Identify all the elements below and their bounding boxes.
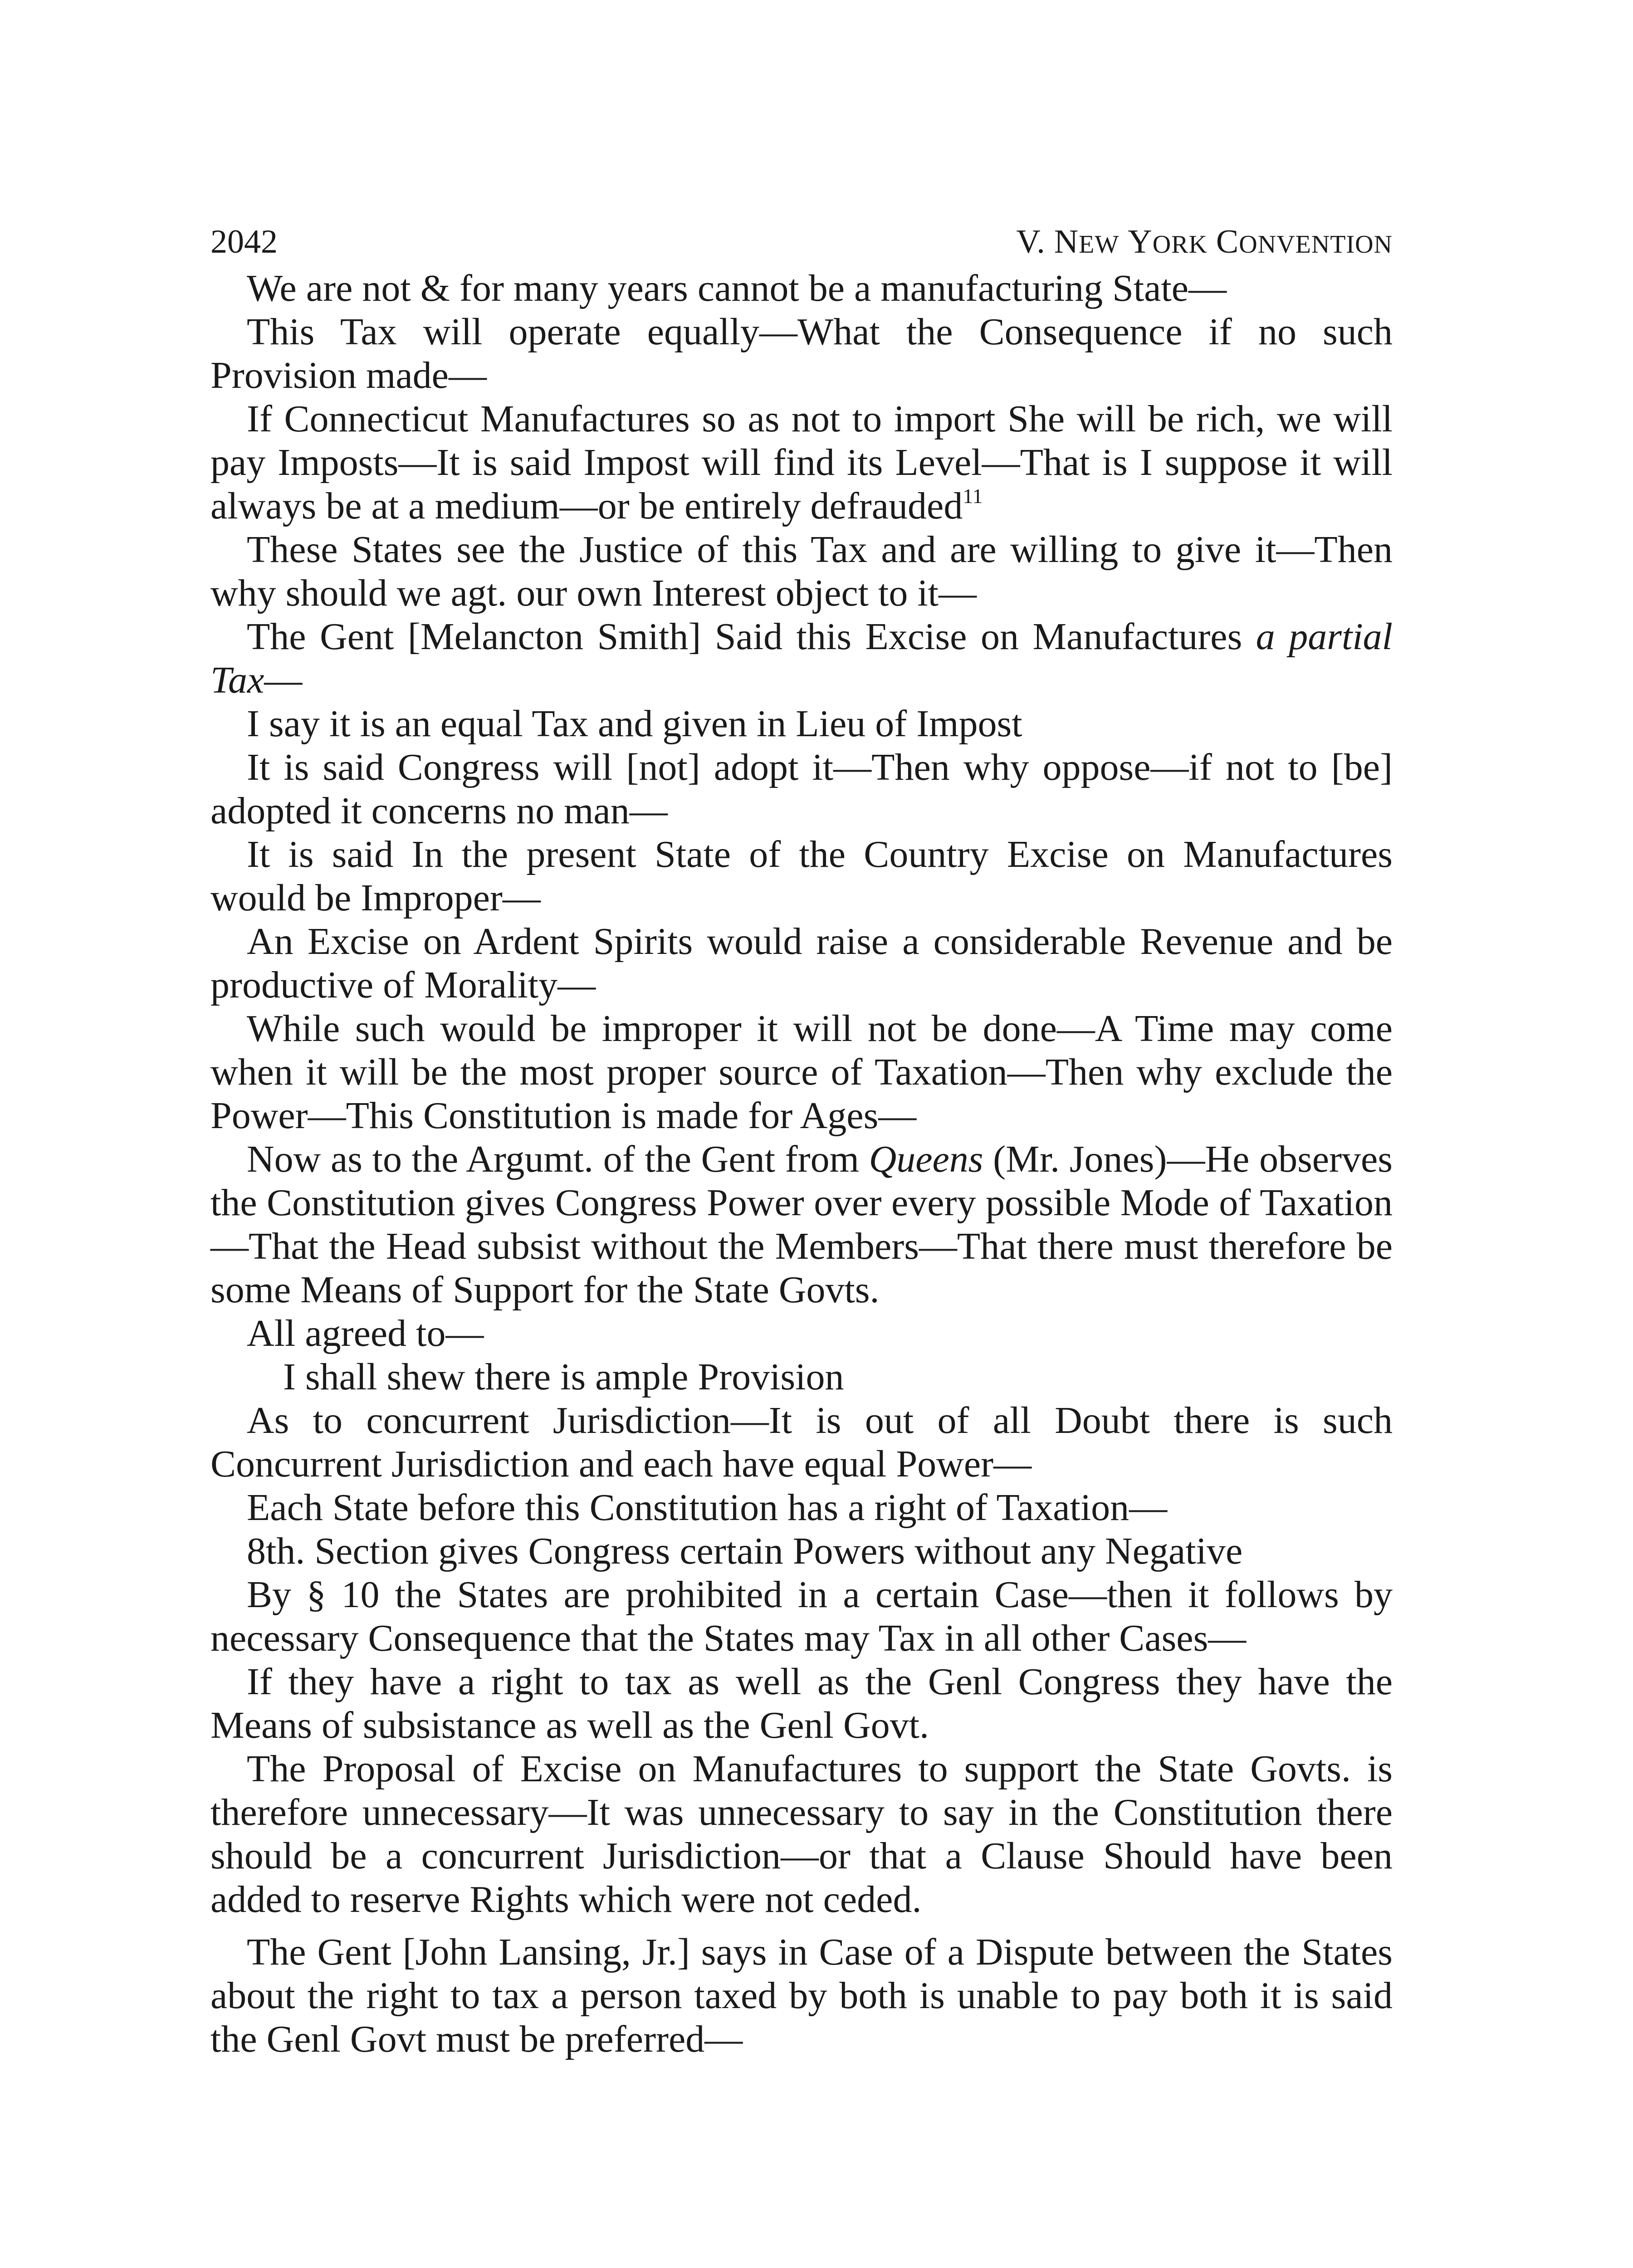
running-head [210,217,1393,267]
paragraph: Each State before this Constitution has a right of Taxation— [247,1486,1168,1529]
page-content [210,217,1393,2061]
page-number: 2042 [210,223,278,260]
place-name: Queens [869,1138,983,1180]
paragraph: I shall shew there is ample Provision [283,1356,844,1398]
paragraph: We are not & for many years cannot be a manufacturing State— [247,267,1227,309]
footnote-marker: 11 [963,484,983,508]
paragraph: It is said Congress will [not] adopt it—Then why oppose—if not to [be] adopted it concerns no man— [210,746,1393,832]
paragraph: If they have a right to tax as well as the Genl Congress they have the Means of subsistance as well as the Genl Govt. [210,1661,1393,1746]
paragraph: The Proposal of Excise on Manufactures to support the State Govts. is therefore unnecessary—It was unnecessary to say in the Constitution there should be a concurrent Jurisdiction—or that a Clause Should have been added to reserve Rights which were not ceded. [210,1748,1393,1921]
paragraph: All agreed to— [247,1312,484,1354]
paragraph: As to concurrent Jurisdiction—It is out of all Doubt there is such Concurrent Jurisdiction and each have equal Power— [210,1399,1393,1485]
paragraph: It is said In the present State of the Country Excise on Manufactures would be Improper— [210,833,1393,919]
paragraph: If Connecticut Manufactures so as not to import She will be rich, we will pay Imposts—It is said Impost will find its Level—That is I suppose it will always be at a medium—or be entirely defrauded$^{11}$ [210,398,1393,527]
paragraph: This Tax will operate equally—What the Consequence if no such Provision made— [210,311,1393,396]
paragraph: While such would be improper it will not be done—A Time may come when it will be the most proper source of Taxation—Then why exclude the Power—This Constitution is made for Ages— [210,1007,1393,1137]
paragraph: Now as to the Argumt. of the Gent from Queens (Mr. Jones)—He observes the Constitution gives Congress Power over every possible Mode of Taxation—That the Head subsist without the Members—That there must therefore be some Means of Support for the State Govts. [210,1138,1393,1311]
paragraph: The Gent [Melancton Smith] Said this Excise on Manufactures a partial Tax— [210,616,1393,701]
paragraph: 8th. Section gives Congress certain Powers without any Negative [247,1530,1243,1572]
paragraph: I say it is an equal Tax and given in Lieu of Impost [247,703,1022,745]
section-title: V. NEW YORK CONVENTION [1016,223,1393,260]
paragraph: These States see the Justice of this Tax and are willing to give it—Then why should we agt. our own Interest object to it— [210,528,1393,614]
body-text [210,267,1393,2061]
paragraph: By § 10 the States are prohibited in a certain Case—then it follows by necessary Consequence that the States may Tax in all other Cases— [210,1574,1393,1659]
paragraph: The Gent [John Lansing, Jr.] says in Case of a Dispute between the States about the right to tax a person taxed by both is unable to pay both it is said the Genl Govt must be preferred— [210,1931,1393,2060]
paragraph: An Excise on Ardent Spirits would raise a considerable Revenue and be productive of Morality— [210,920,1393,1006]
